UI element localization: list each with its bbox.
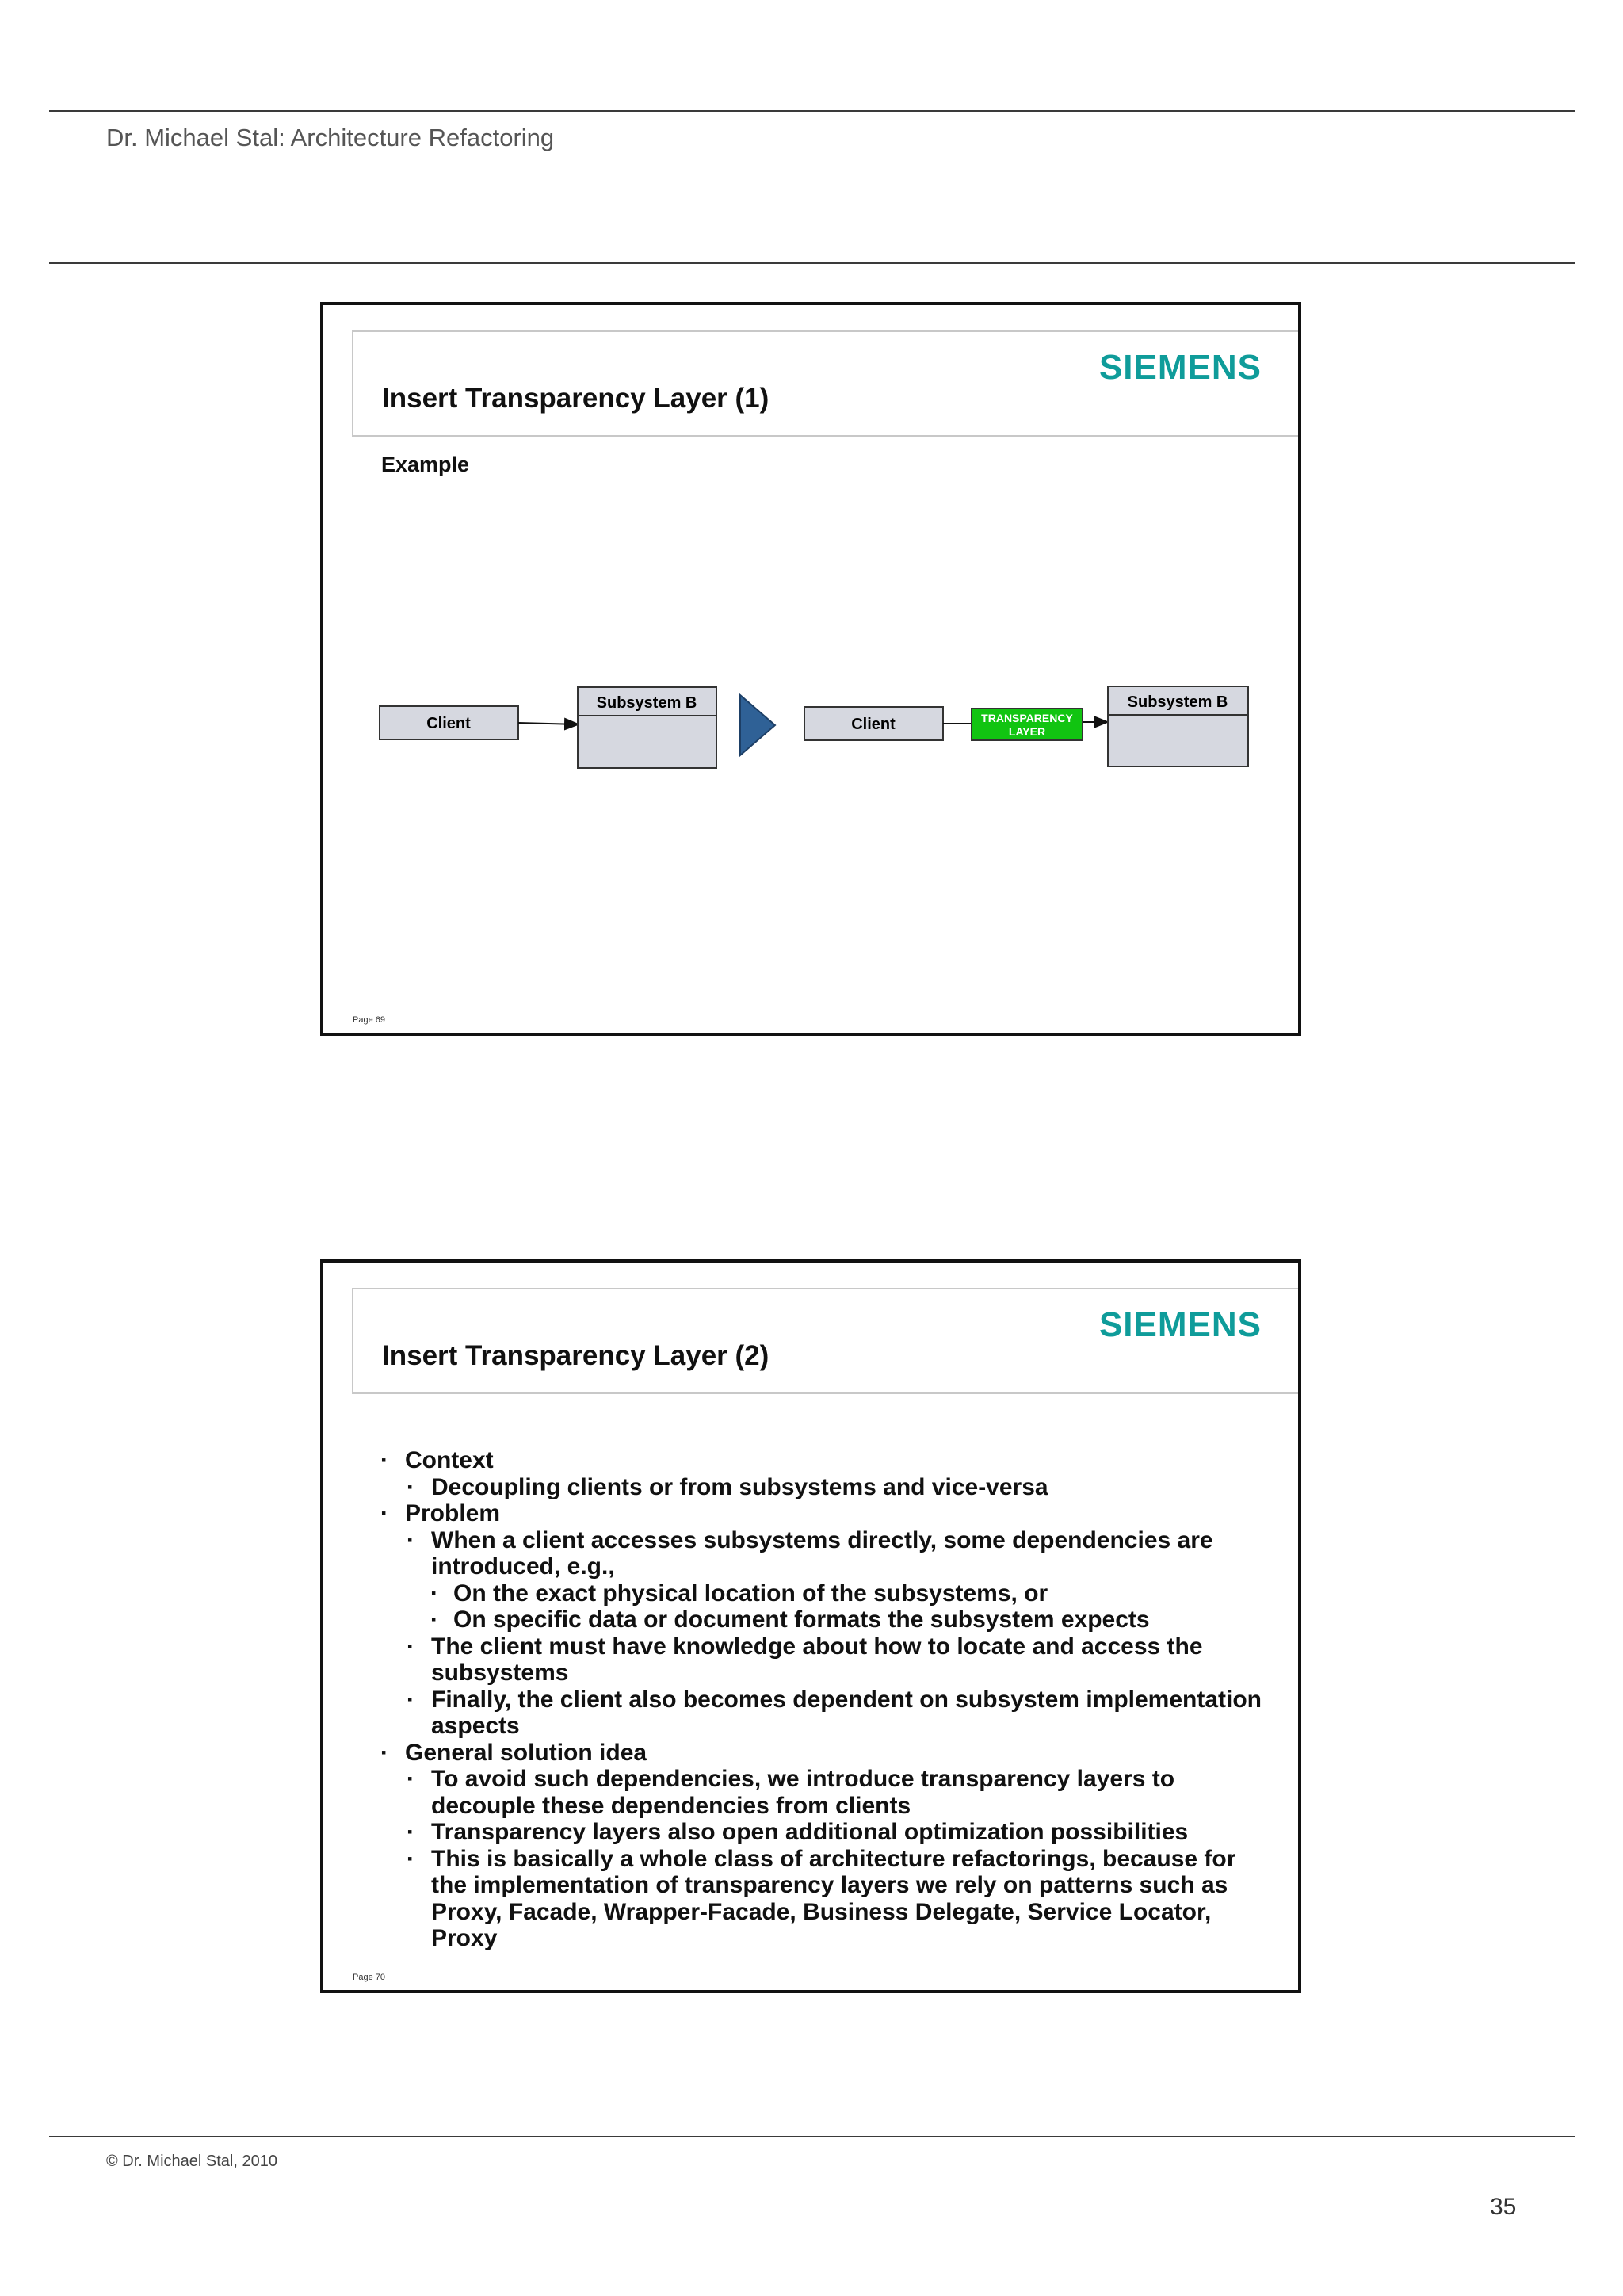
slide-1: [320, 302, 1301, 1036]
siemens-logo: SIEMENS: [1098, 1305, 1262, 1344]
bullet-item: [381, 1633, 1277, 1687]
bullet-text: When a client accesses subsystems directly, some dependencies are introduced, e.g.,: [431, 1526, 1213, 1580]
bullet-item: [381, 1687, 1277, 1740]
bullet-item: [381, 1740, 1277, 1767]
bullet-square-icon: ▪: [381, 1744, 387, 1760]
bullet-square-icon: ▪: [431, 1611, 437, 1627]
transparency-layer-label-2: LAYER: [1008, 725, 1046, 738]
client-label-after: Client: [851, 716, 896, 733]
siemens-logo: SIEMENS: [1098, 348, 1262, 387]
refactor-arrow-icon: [740, 695, 775, 755]
footer-copyright: © Dr. Michael Stal, 2010: [106, 2153, 277, 2170]
bullet-list: [381, 1447, 1277, 1952]
bullet-square-icon: ▪: [407, 1824, 413, 1839]
bullet-square-icon: ▪: [431, 1584, 437, 1601]
bullet-item: [381, 1606, 1277, 1633]
bullet-text: On specific data or document formats the subsystem expects: [453, 1606, 1150, 1633]
transparency-layer-label-1: TRANSPARENCY: [981, 712, 1073, 724]
top-rule: [49, 110, 1575, 112]
bullet-item: [381, 1846, 1277, 1952]
bullet-item: [381, 1766, 1277, 1819]
bullet-item: [381, 1527, 1277, 1580]
page-number: 35: [1490, 2194, 1517, 2220]
bullet-item: [381, 1500, 1277, 1527]
client-label-before: Client: [426, 715, 471, 732]
slide-subtitle: Example: [381, 453, 470, 476]
refactoring-diagram: [323, 305, 1298, 1033]
bullet-text: Problem: [405, 1500, 501, 1526]
slide-title: Insert Transparency Layer (2): [382, 1340, 769, 1371]
slide-title: Insert Transparency Layer (1): [382, 383, 769, 414]
header-rule: [49, 262, 1575, 264]
bullet-item: [381, 1474, 1277, 1501]
bullet-text: Finally, the client also becomes dependent on subsystem implementation aspects: [431, 1686, 1262, 1739]
bullet-square-icon: ▪: [381, 1505, 387, 1521]
slide-header: [352, 1288, 1298, 1394]
subsystem-label-before: Subsystem B: [596, 694, 697, 712]
bullet-square-icon: ▪: [407, 1690, 413, 1707]
slide-page-label: Page 70: [353, 1973, 385, 1982]
bullet-item: [381, 1447, 1277, 1474]
bullet-item: [381, 1819, 1277, 1846]
bullet-text: This is basically a whole class of architecture refactorings, because for the implementation of transparency layers we rely on patterns such as Proxy, Facade, Wrapper-Facade, Business Delegate, Service Locator, Proxy: [431, 1845, 1236, 1951]
bullet-text: Transparency layers also open additional optimization possibilities: [431, 1819, 1189, 1845]
slide-page-label: Page 69: [353, 1015, 385, 1025]
footer-rule: [49, 2136, 1575, 2137]
connector-before: [518, 723, 579, 724]
bullet-square-icon: ▪: [407, 1771, 413, 1786]
subsystem-label-after: Subsystem B: [1127, 693, 1228, 711]
bullet-text: To avoid such dependencies, we introduce transparency layers to decouple these dependencies from clients: [431, 1766, 1175, 1819]
bullet-item: [381, 1580, 1277, 1607]
bullet-text: Decoupling clients or from subsystems and vice-versa: [431, 1473, 1048, 1500]
bullet-square-icon: ▪: [407, 1531, 413, 1548]
bullet-square-icon: ▪: [381, 1452, 387, 1468]
slide-2: [320, 1259, 1301, 1993]
bullet-square-icon: ▪: [407, 1637, 413, 1654]
bullet-text: Context: [405, 1447, 494, 1473]
bullet-text: General solution idea: [405, 1739, 647, 1766]
bullet-text: The client must have knowledge about how to locate and access the subsystems: [431, 1633, 1203, 1686]
document-title: Dr. Michael Stal: Architecture Refactoring: [106, 124, 555, 151]
bullet-square-icon: ▪: [407, 1850, 413, 1866]
bullet-square-icon: ▪: [407, 1478, 413, 1495]
bullet-text: On the exact physical location of the subsystems, or: [453, 1580, 1048, 1606]
